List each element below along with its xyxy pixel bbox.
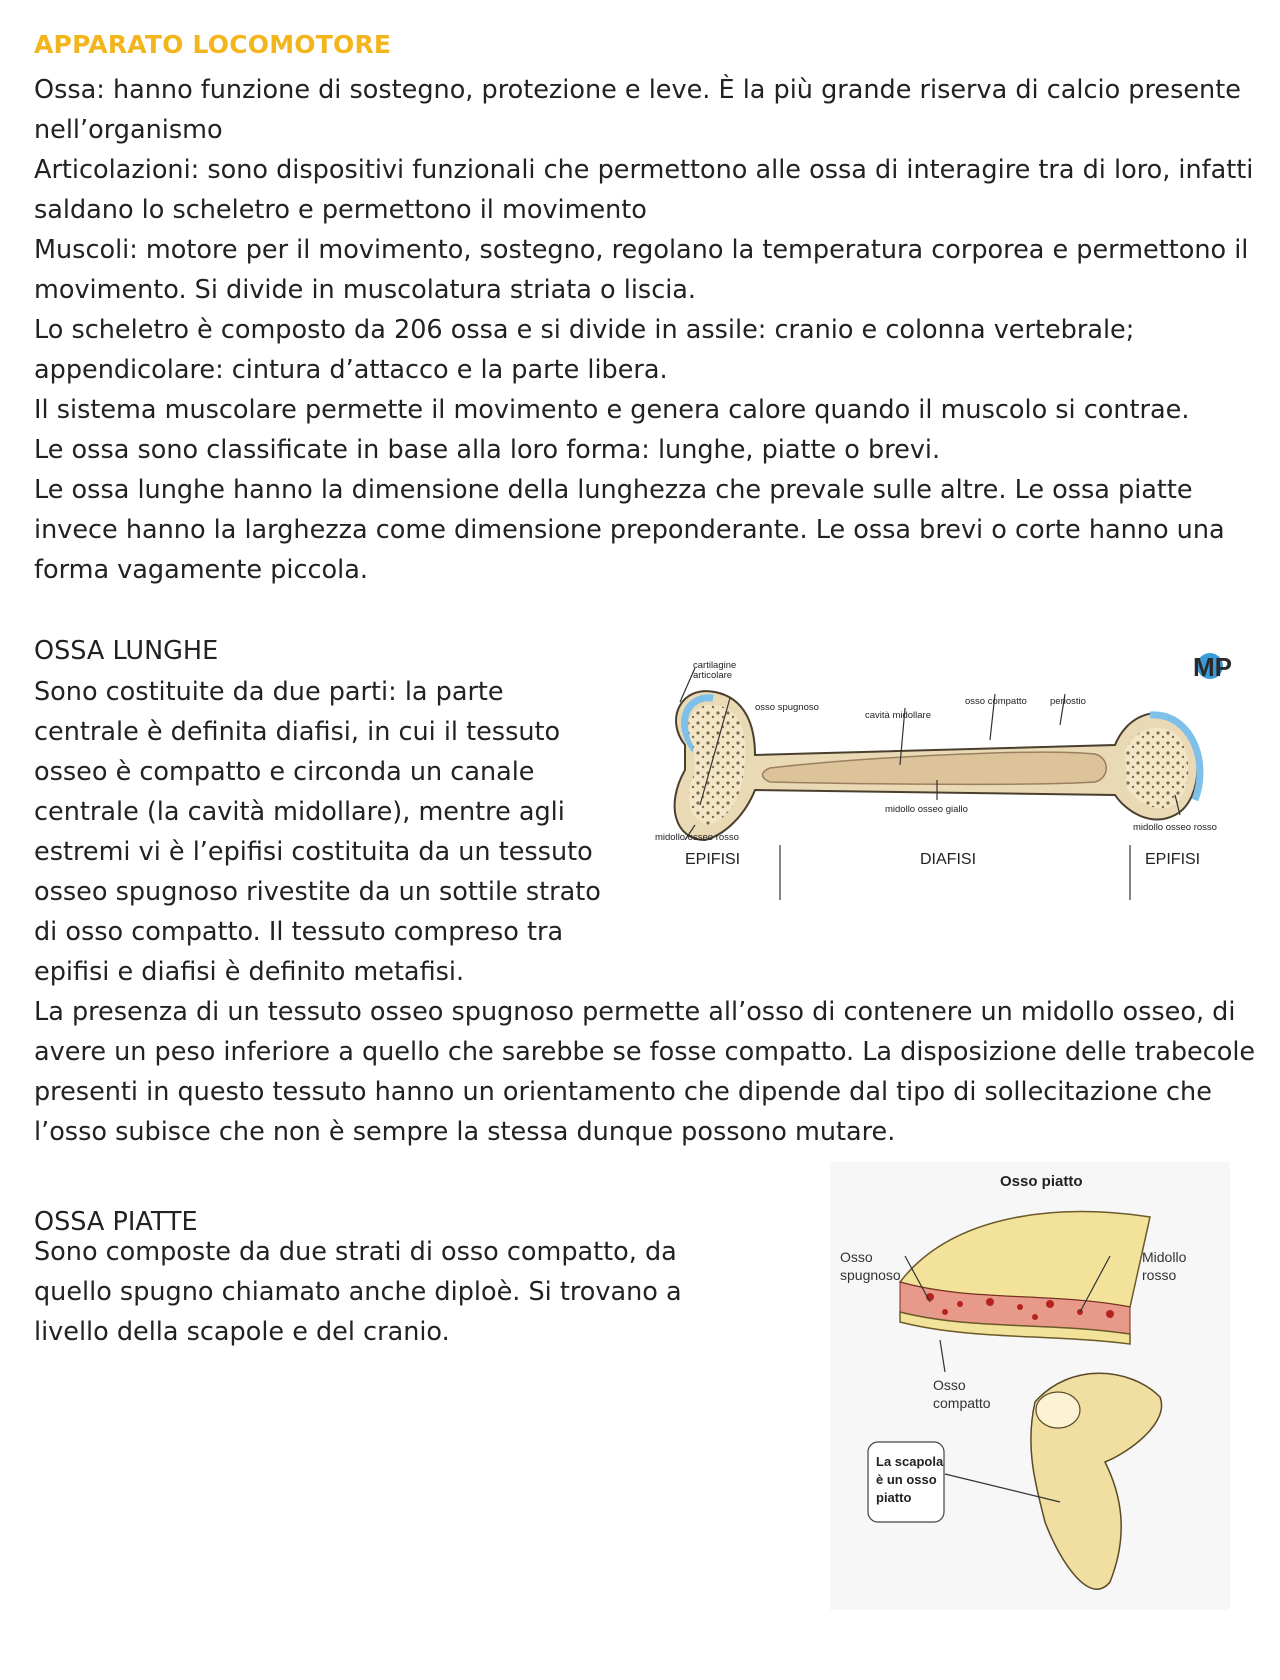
- ossa-lunghe-text: [34, 672, 634, 992]
- document-title: APPARATO LOCOMOTORE: [34, 30, 392, 59]
- paragraph: Articolazioni: sono dispositivi funzionali che permettono alle ossa di interagire tra di loro, infatti saldano lo scheletro e permettono il movimento: [34, 155, 1254, 225]
- svg-text:DIAFISI: DIAFISI: [920, 851, 977, 868]
- section-heading-ossa-piatte: OSSA PIATTE: [34, 1207, 198, 1237]
- svg-text:compatto: compatto: [933, 1395, 991, 1411]
- text-line: quello spugno chiamato anche diploè. Si trovano a: [34, 1277, 682, 1307]
- svg-text:La scapola: La scapola: [876, 1454, 944, 1469]
- paragraph: Ossa: hanno funzione di sostegno, protezione e leve. È la più grande riserva di calcio presente nell’organismo: [34, 75, 1241, 145]
- text-line: osseo spugnoso rivestite da un sottile strato: [34, 877, 601, 907]
- text-line: osseo è compatto e circonda un canale: [34, 757, 535, 787]
- svg-text:articolare: articolare: [693, 670, 733, 681]
- text-line: Sono costituite da due parti: la parte: [34, 677, 504, 707]
- svg-text:Midollo: Midollo: [1142, 1249, 1187, 1265]
- text-line: di osso compatto. Il tessuto compreso tra: [34, 917, 564, 947]
- svg-text:rosso: rosso: [1142, 1267, 1177, 1283]
- long-bone-diagram: [655, 650, 1250, 950]
- ossa-lunghe-text-continued: La presenza di un tessuto osseo spugnoso permette all’osso di contenere un midollo osseo, di avere un peso inferiore a quello che sarebbe se fosse compatto. La disposizione delle trabecole presenti in questo tessuto hanno un orientamento che dipende dal tipo di sollecitazione che l’osso subisce che non è sempre la stessa dunque possono mutare.: [34, 997, 1256, 1147]
- paragraph: Muscoli: motore per il movimento, sostegno, regolano la temperatura corporea e permettono il movimento. Si divide in muscolatura striata o liscia.: [34, 235, 1249, 305]
- ossa-piatte-text: [34, 1232, 734, 1352]
- svg-text:periostio: periostio: [1050, 696, 1086, 707]
- svg-text:midollo osseo rosso: midollo osseo rosso: [1133, 822, 1217, 833]
- text-line: epifisi e diafisi è definito metafisi.: [34, 957, 465, 987]
- svg-text:MP: MP: [1193, 652, 1232, 682]
- svg-text:osso spugnoso: osso spugnoso: [755, 702, 819, 713]
- svg-text:EPIFISI: EPIFISI: [1145, 851, 1201, 868]
- text-line: centrale (la cavità midollare), mentre agli: [34, 797, 565, 827]
- svg-text:Osso piatto: Osso piatto: [1000, 1173, 1083, 1190]
- paragraph: Lo scheletro è composto da 206 ossa e si divide in assile: cranio e colonna vertebrale; appendicolare: cintura d’attacco e la parte libera.: [34, 315, 1135, 385]
- svg-text:EPIFISI: EPIFISI: [685, 851, 741, 868]
- svg-text:spugnoso: spugnoso: [840, 1267, 901, 1283]
- paragraph: Le ossa sono classificate in base alla loro forma: lunghe, piatte o brevi.: [34, 435, 941, 465]
- spongy-right: [1125, 728, 1188, 809]
- paragraph: Il sistema muscolare permette il movimento e genera calore quando il muscolo si contrae.: [34, 395, 1190, 425]
- svg-text:midollo osseo giallo: midollo osseo giallo: [885, 804, 968, 815]
- intro-text: [34, 70, 1264, 590]
- text-line: Sono composte da due strati di osso compatto, da: [34, 1237, 677, 1267]
- section-heading-ossa-lunghe: OSSA LUNGHE: [34, 636, 219, 666]
- text-line: centrale è definita diafisi, in cui il tessuto: [34, 717, 561, 747]
- text-line: livello della scapole e del cranio.: [34, 1317, 450, 1347]
- flat-bone-diagram: [830, 1162, 1230, 1610]
- svg-text:cartilagine: cartilagine: [693, 660, 737, 671]
- svg-text:Osso: Osso: [933, 1377, 966, 1393]
- paragraph: Le ossa lunghe hanno la dimensione della lunghezza che prevale sulle altre. Le ossa piatte invece hanno la larghezza come dimensione preponderante. Le ossa brevi o corte hanno una forma vagamente piccola.: [34, 475, 1225, 585]
- svg-text:piatto: piatto: [876, 1490, 912, 1505]
- mp-logo: [1193, 652, 1232, 682]
- svg-text:è un osso: è un osso: [876, 1472, 937, 1487]
- text-line: estremi vi è l’epifisi costituita da un tessuto: [34, 837, 593, 867]
- svg-text:Osso: Osso: [840, 1249, 873, 1265]
- scapula-glenoid: [1036, 1392, 1080, 1428]
- svg-text:cavità midollare: cavità midollare: [865, 710, 931, 721]
- svg-text:midollo osseo rosso: midollo osseo rosso: [655, 832, 739, 843]
- svg-text:osso compatto: osso compatto: [965, 696, 1027, 707]
